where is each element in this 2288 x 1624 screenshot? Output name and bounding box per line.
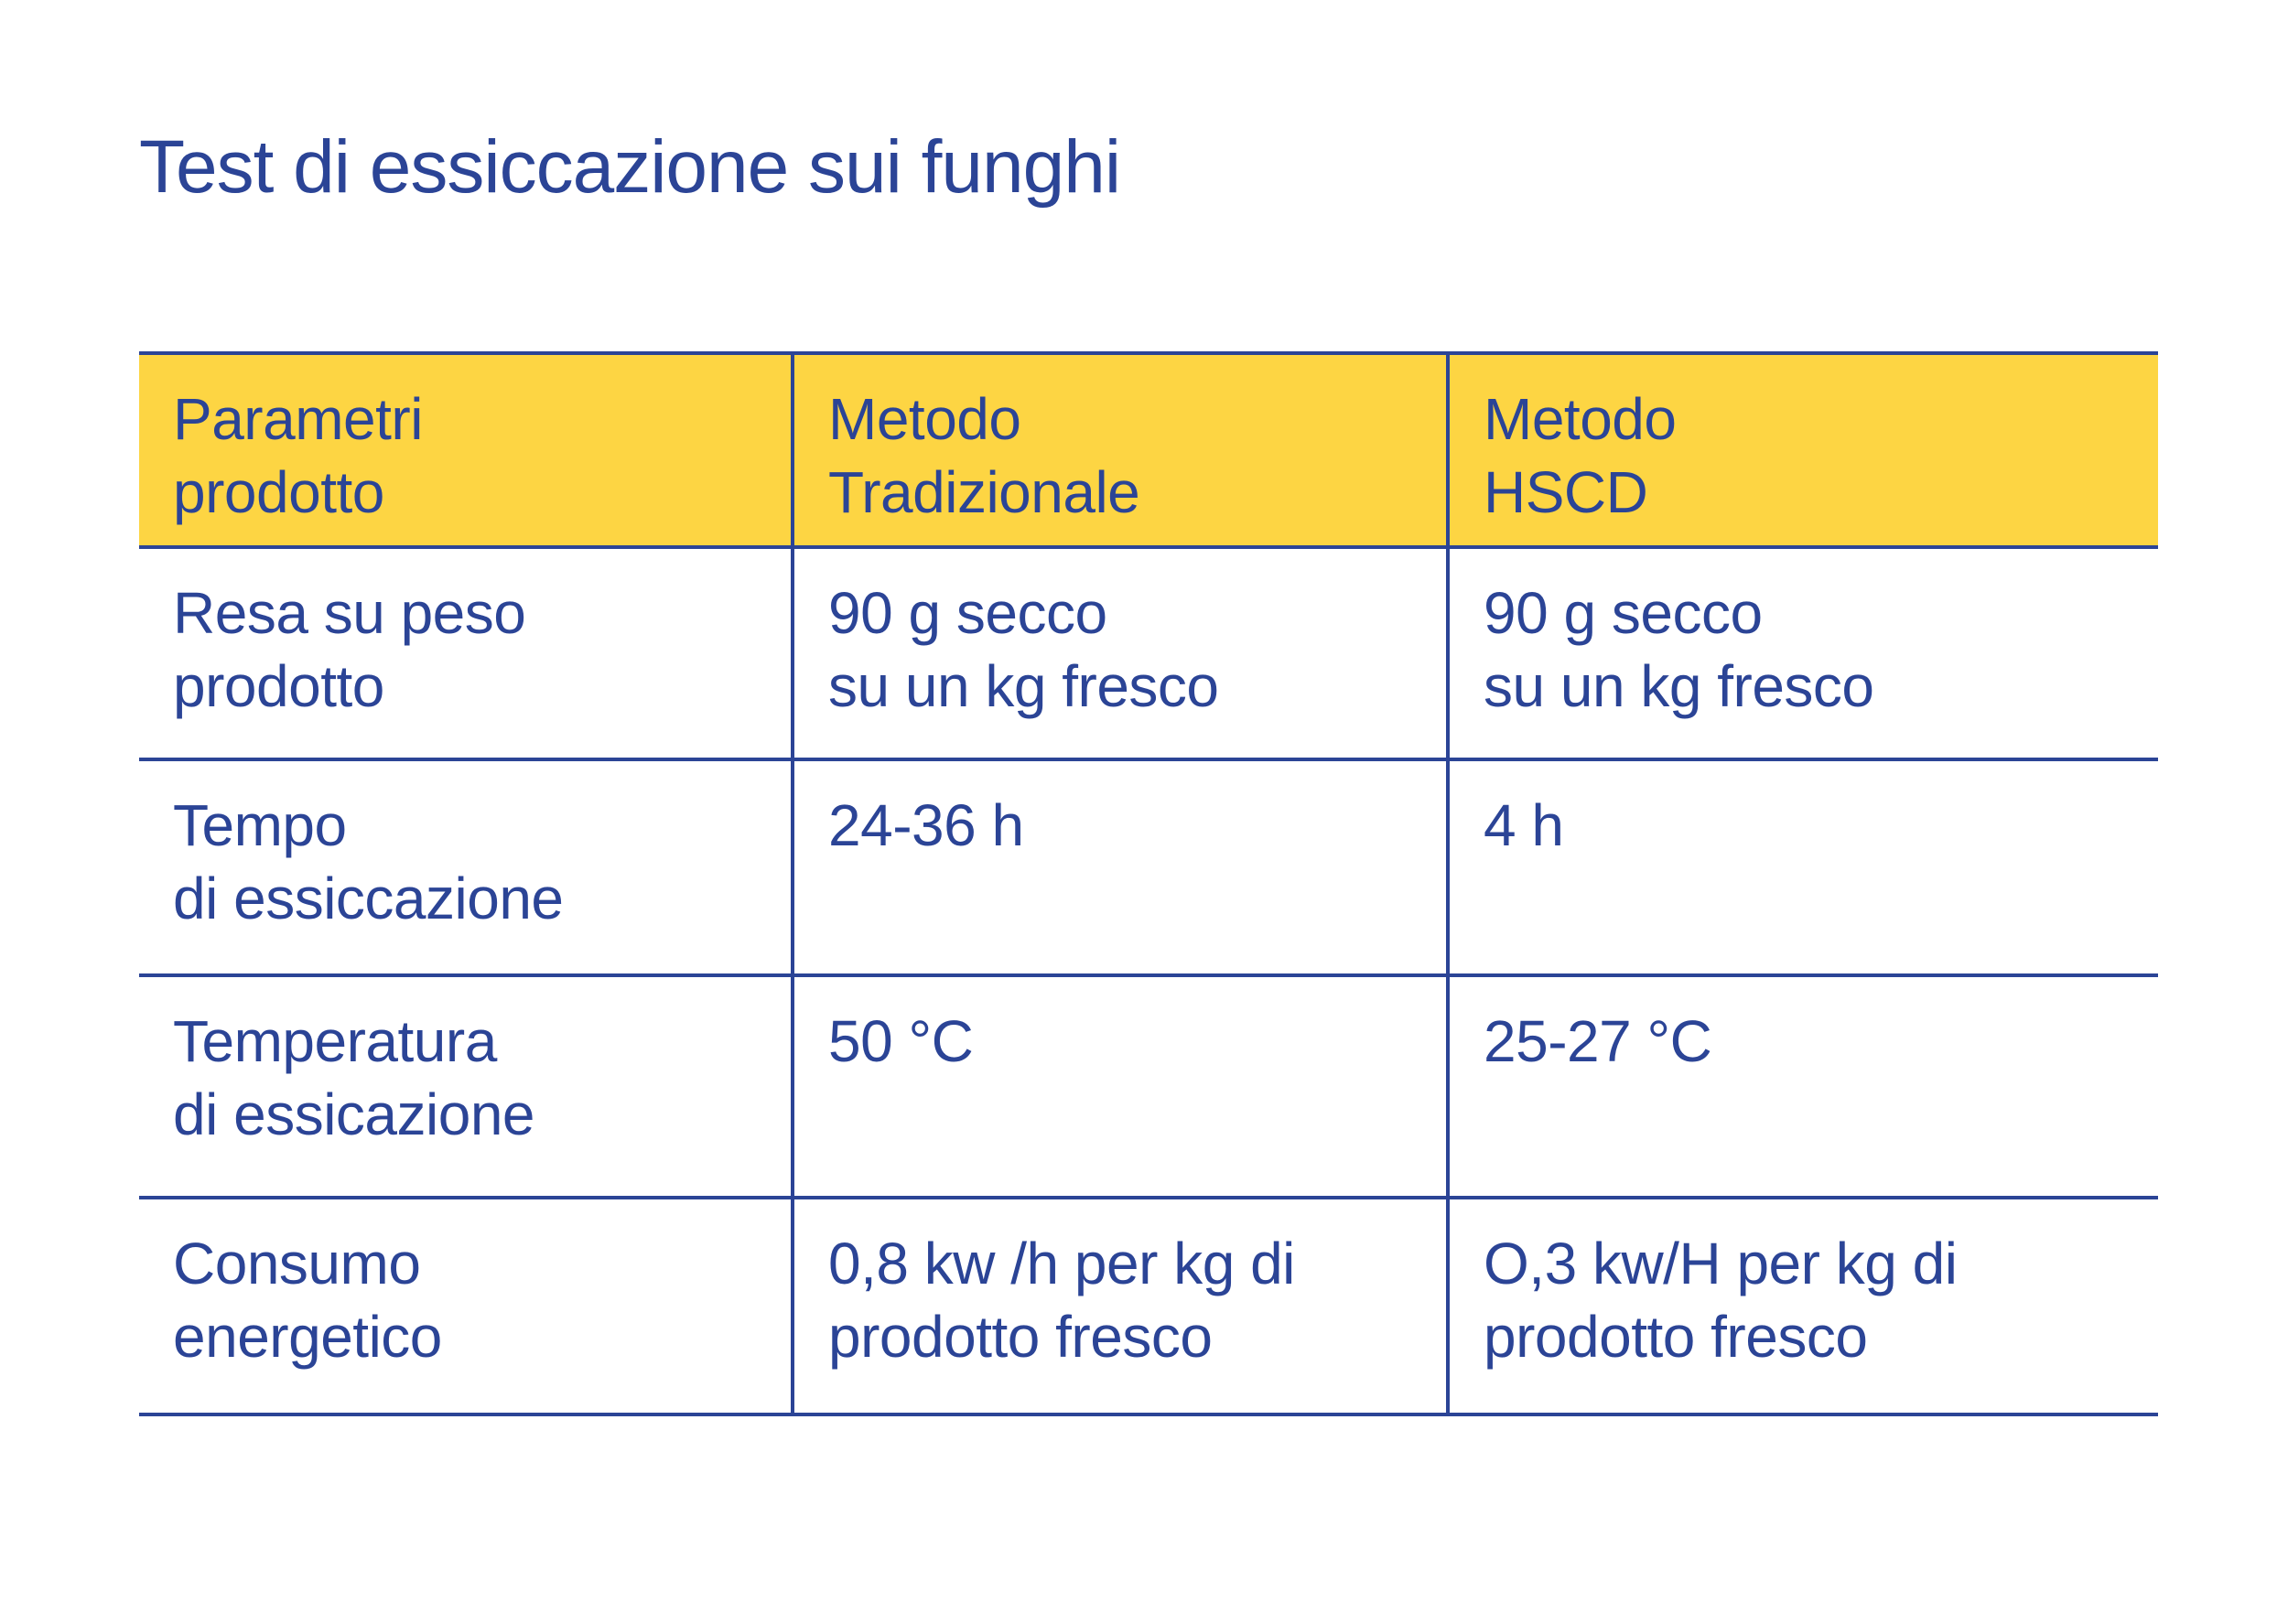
cell-traditional-energy-consumption: 0,8 kw /h per kg di prodotto fresco <box>793 1198 1448 1414</box>
cell-traditional-drying-temperature: 50 °C <box>793 975 1448 1198</box>
table-body <box>139 547 2158 1414</box>
table-row <box>139 975 2158 1198</box>
table-row <box>139 759 2158 975</box>
header-row <box>139 353 2158 547</box>
header-parameters: Parametri prodotto <box>139 353 793 547</box>
row-label-energy-consumption: Consumo energetico <box>139 1198 793 1414</box>
header-traditional-method: Metodo Tradizionale <box>793 353 1448 547</box>
table-row <box>139 1198 2158 1414</box>
comparison-table-container <box>139 351 2158 1416</box>
header-hscd-method: Metodo HSCD <box>1448 353 2158 547</box>
cell-hscd-yield: 90 g secco su un kg fresco <box>1448 547 2158 759</box>
page-title: Test di essiccazione sui funghi <box>139 125 1121 209</box>
cell-hscd-drying-temperature: 25-27 °C <box>1448 975 2158 1198</box>
cell-hscd-energy-consumption: O,3 kw/H per kg di prodotto fresco <box>1448 1198 2158 1414</box>
row-label-drying-temperature: Temperatura di essicazione <box>139 975 793 1198</box>
cell-traditional-drying-time: 24-36 h <box>793 759 1448 975</box>
table-header <box>139 353 2158 547</box>
cell-traditional-yield: 90 g secco su un kg fresco <box>793 547 1448 759</box>
row-label-drying-time: Tempo di essiccazione <box>139 759 793 975</box>
comparison-table <box>139 351 2158 1416</box>
table-row <box>139 547 2158 759</box>
row-label-yield: Resa su peso prodotto <box>139 547 793 759</box>
cell-hscd-drying-time: 4 h <box>1448 759 2158 975</box>
